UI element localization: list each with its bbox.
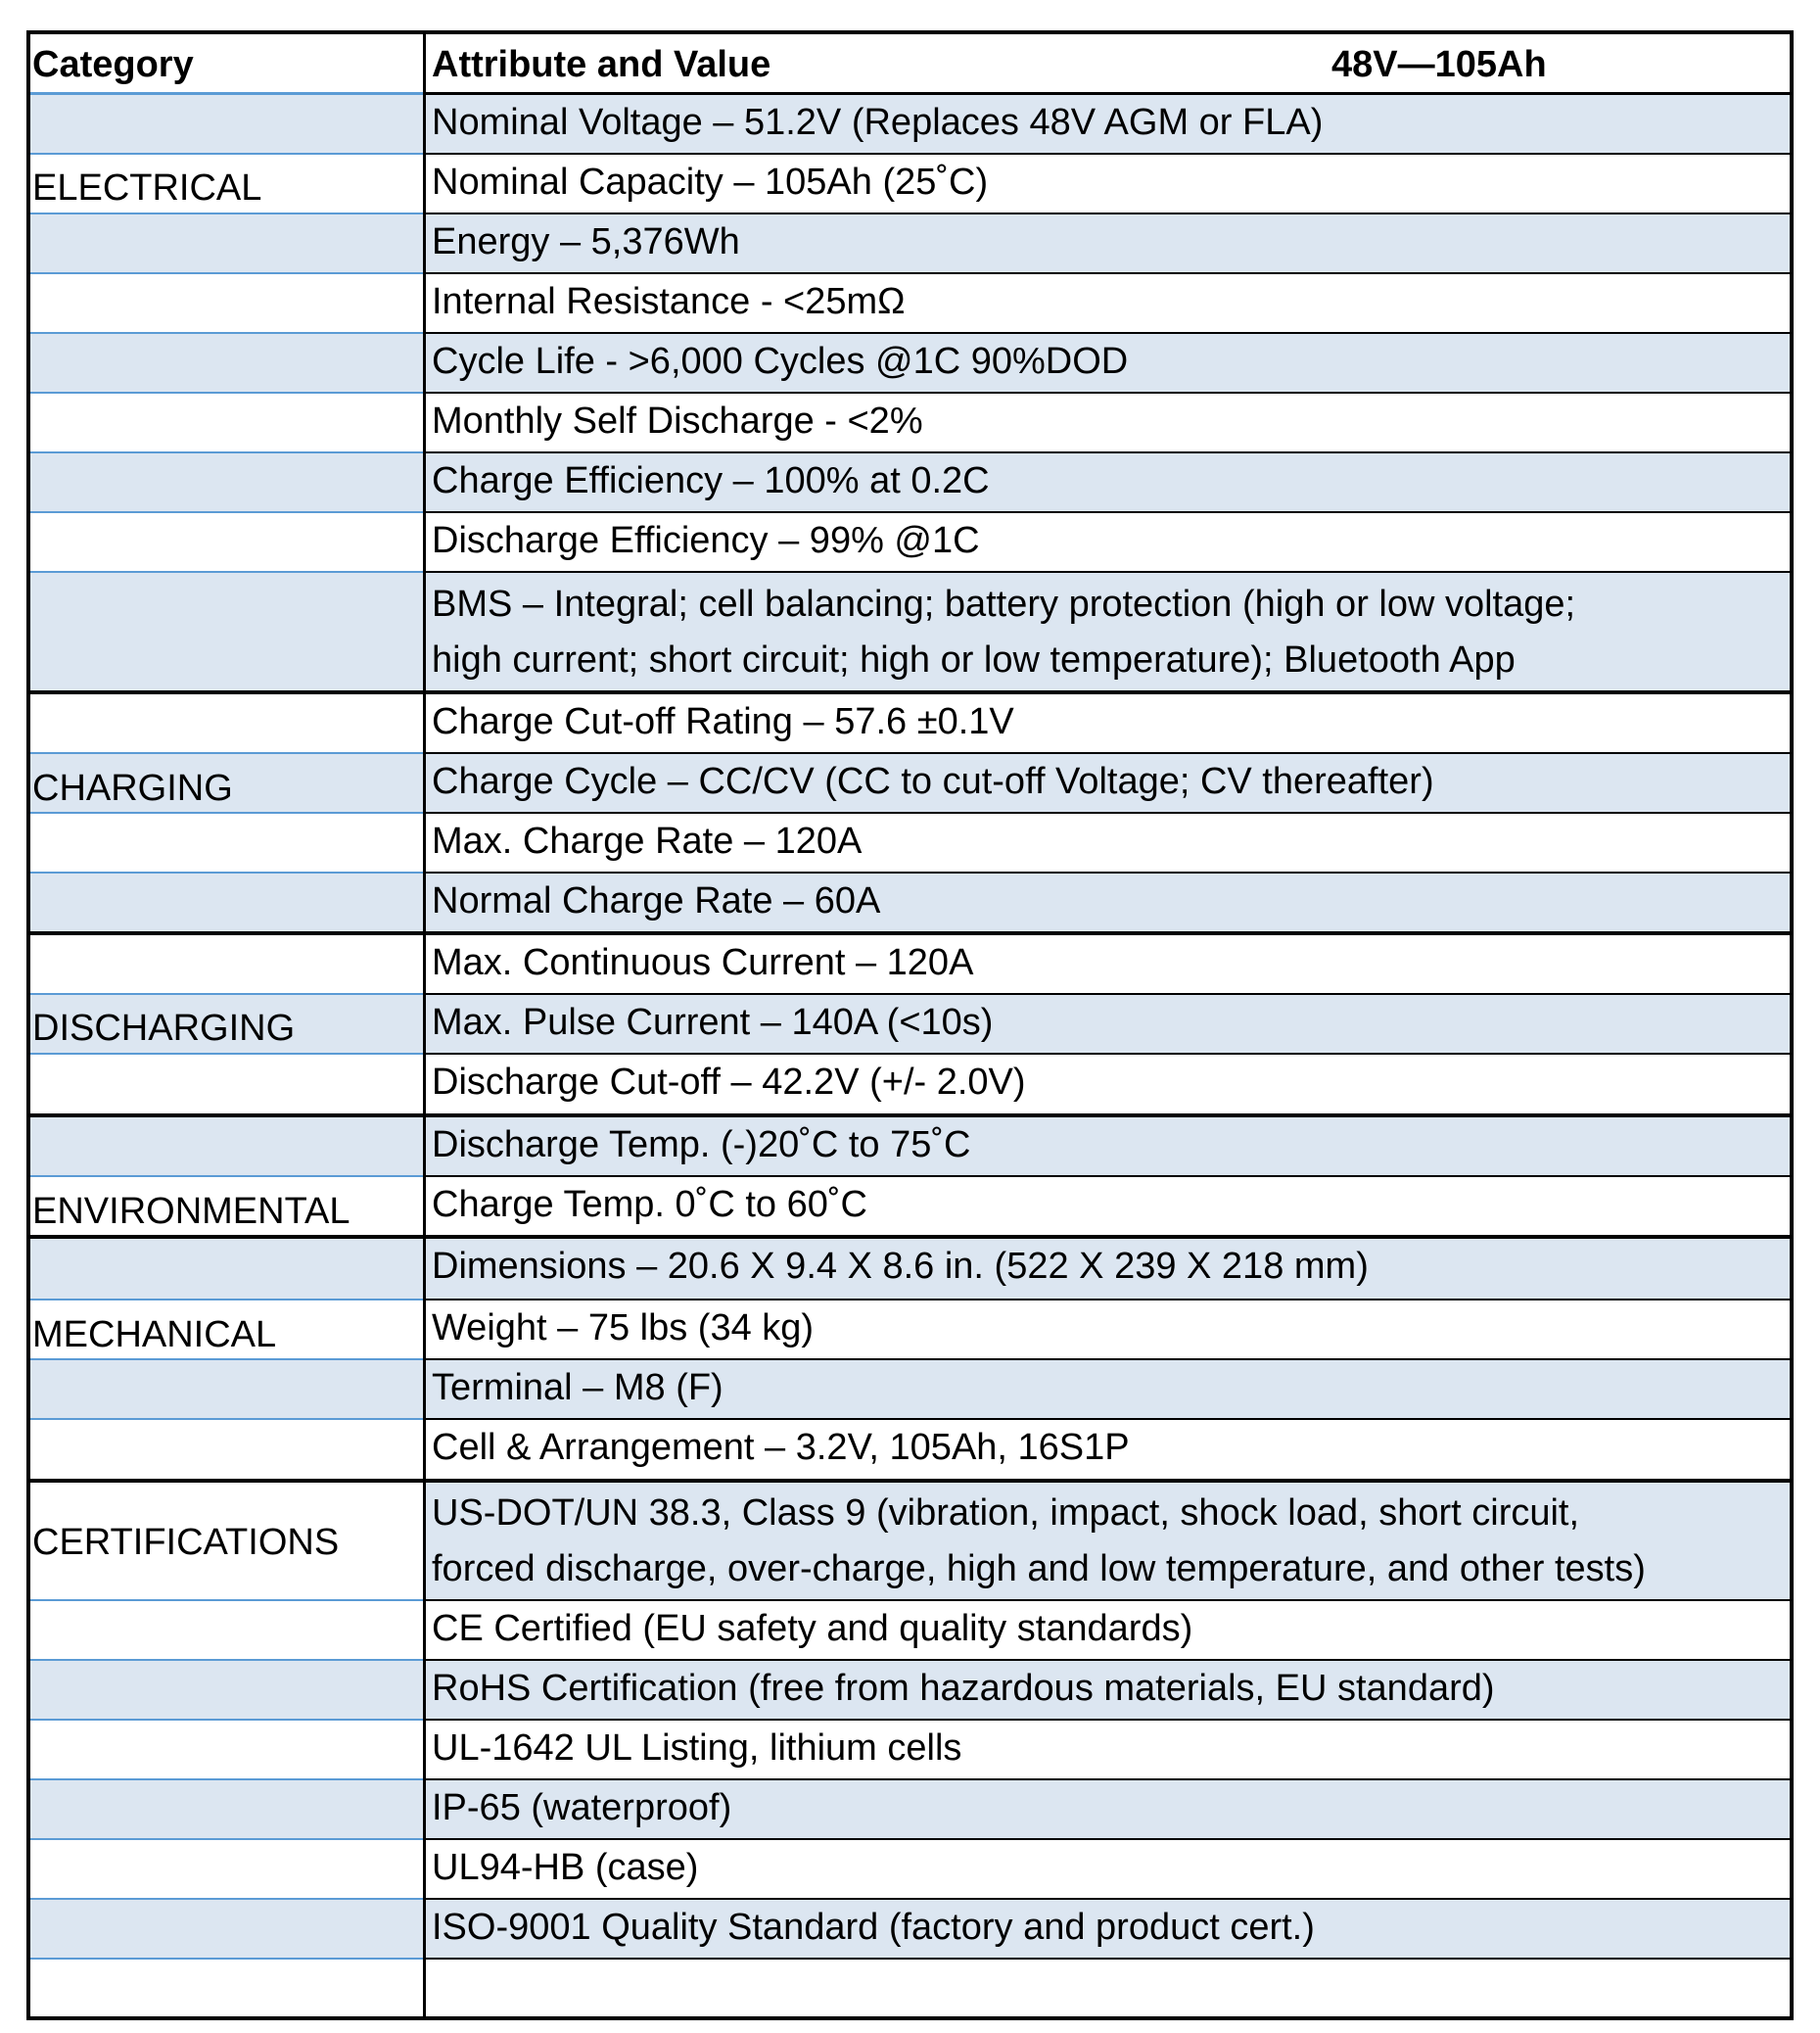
row-value: high current; short circuit; high or low temperature); Bluetooth App — [432, 639, 1516, 681]
table-row — [30, 1780, 1790, 1840]
row-value: BMS – Integral; cell balancing; battery protection (high or low voltage; — [432, 584, 1576, 625]
row-value: Cycle Life - >6,000 Cycles @1C 90%DOD — [432, 341, 1129, 382]
row-value: Charge Temp. 0˚C to 60˚C — [432, 1184, 867, 1225]
row-value: Terminal – M8 (F) — [432, 1367, 723, 1408]
row-value: Internal Resistance - <25mΩ — [432, 281, 906, 322]
row-value: Max. Continuous Current – 120A — [432, 942, 974, 983]
table-header — [30, 34, 1790, 95]
category-environmental: ENVIRONMENTAL — [32, 1191, 350, 1232]
table-row — [30, 214, 1790, 274]
row-value: UL94-HB (case) — [432, 1847, 699, 1888]
table-row — [30, 935, 1790, 995]
row-value: RoHS Certification (free from hazardous materials, EU standard) — [432, 1668, 1495, 1709]
row-value: Nominal Voltage – 51.2V (Replaces 48V AGM or FLA) — [432, 102, 1324, 143]
table-row — [30, 1721, 1790, 1780]
table-row — [30, 1900, 1790, 1960]
row-value: CE Certified (EU safety and quality standards) — [432, 1608, 1193, 1649]
row-value: Nominal Capacity – 105Ah (25˚C) — [432, 162, 989, 203]
row-value: forced discharge, over-charge, high and low temperature, and other tests) — [432, 1548, 1646, 1589]
row-value: Normal Charge Rate – 60A — [432, 880, 881, 922]
table-row — [30, 814, 1790, 874]
table-row — [30, 334, 1790, 394]
row-value: Dimensions – 20.6 X 9.4 X 8.6 in. (522 X 239 X 218 mm) — [432, 1246, 1369, 1287]
row-value: Discharge Cut-off – 42.2V (+/- 2.0V) — [432, 1062, 1026, 1103]
table-row — [30, 1055, 1790, 1117]
row-value: Monthly Self Discharge - <2% — [432, 401, 923, 442]
row-value: IP-65 (waterproof) — [432, 1787, 732, 1828]
table-row — [30, 874, 1790, 935]
row-value: Energy – 5,376Wh — [432, 221, 740, 262]
table-row — [30, 155, 1790, 214]
table-row — [30, 694, 1790, 754]
row-value: Charge Cut-off Rating – 57.6 ±0.1V — [432, 701, 1014, 742]
table-row — [30, 1239, 1790, 1300]
table-row — [30, 1360, 1790, 1420]
table-row — [30, 274, 1790, 334]
row-value: Cell & Arrangement – 3.2V, 105Ah, 16S1P — [432, 1427, 1130, 1468]
row-value: Max. Pulse Current – 140A (<10s) — [432, 1002, 994, 1043]
row-value: Charge Efficiency – 100% at 0.2C — [432, 460, 990, 501]
category-mechanical: MECHANICAL — [32, 1314, 277, 1355]
category-certifications: CERTIFICATIONS — [32, 1522, 340, 1563]
table-row — [30, 1300, 1790, 1360]
table-row — [30, 754, 1790, 814]
table-row — [30, 1420, 1790, 1483]
header-attribute — [426, 34, 1790, 95]
row-value: Discharge Temp. (-)20˚C to 75˚C — [432, 1124, 971, 1165]
row-value: UL-1642 UL Listing, lithium cells — [432, 1727, 962, 1769]
table-row — [30, 1840, 1790, 1900]
table-row — [30, 513, 1790, 573]
row-value: US-DOT/UN 38.3, Class 9 (vibration, impact, shock load, short circuit, — [432, 1492, 1580, 1534]
header-category: Category — [30, 34, 423, 95]
row-value: Charge Cycle – CC/CV (CC to cut-off Voltage; CV thereafter) — [432, 761, 1434, 802]
table-row — [30, 573, 1790, 694]
category-charging: CHARGING — [32, 768, 233, 809]
table-row — [30, 95, 1790, 155]
table-row — [30, 1661, 1790, 1721]
row-value: Max. Charge Rate – 120A — [432, 821, 863, 862]
column-divider — [423, 30, 426, 2020]
table-row — [30, 453, 1790, 513]
row-value: Discharge Efficiency – 99% @1C — [432, 520, 980, 561]
category-discharging: DISCHARGING — [32, 1008, 296, 1049]
row-value: ISO-9001 Quality Standard (factory and product cert.) — [432, 1907, 1315, 1948]
table-row — [30, 1117, 1790, 1177]
table-row-empty — [30, 1960, 1790, 2016]
header-attribute-label: Attribute and Value — [432, 44, 771, 85]
table-row — [30, 1601, 1790, 1661]
header-model: 48V—105Ah — [1331, 44, 1547, 85]
category-electrical: ELECTRICAL — [32, 167, 262, 209]
row-value: Weight – 75 lbs (34 kg) — [432, 1307, 815, 1348]
table-row — [30, 394, 1790, 453]
